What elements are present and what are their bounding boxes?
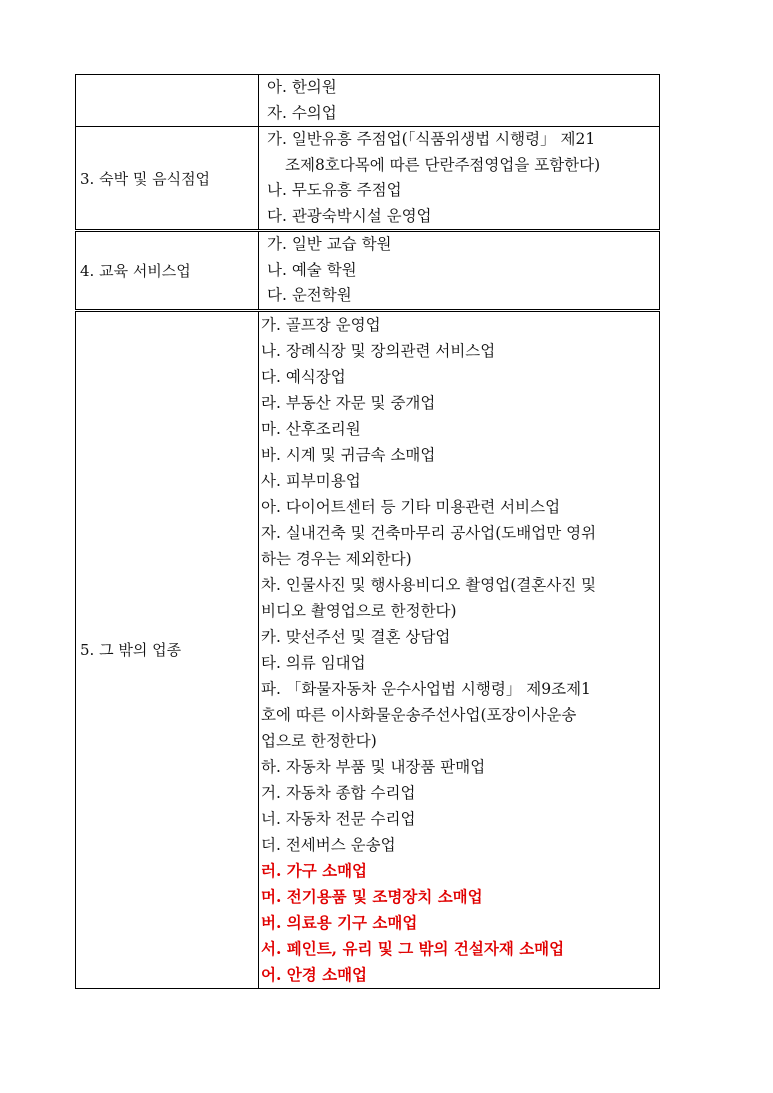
list-item: 자. 수의업 bbox=[267, 103, 337, 122]
list-item: 하. 자동차 부품 및 내장품 판매업 bbox=[261, 757, 486, 776]
category-cell: 4. 교육 서비스업 bbox=[76, 231, 259, 311]
list-item: 가. 일반유흥 주점업(「식품위생법 시행령」 제21 bbox=[267, 130, 596, 148]
category-cell: 3. 숙박 및 음식점업 bbox=[76, 127, 259, 231]
list-item: 사. 피부미용업 bbox=[261, 471, 361, 490]
list-item: 아. 한의원 bbox=[267, 78, 337, 96]
list-item: 나. 예술 학원 bbox=[267, 260, 357, 279]
list-item: 호에 따른 이사화물운송주선사업(포장이사운송 bbox=[261, 705, 577, 724]
list-item: 어. 안경 소매업 bbox=[261, 964, 368, 984]
list-item: 서. 페인트, 유리 및 그 밖의 건설자재 소매업 bbox=[261, 938, 565, 958]
table-row bbox=[76, 310, 660, 988]
list-item: 너. 자동차 전문 수리업 bbox=[261, 809, 416, 828]
list-item: 거. 자동차 종합 수리업 bbox=[261, 783, 416, 802]
list-item: 가. 일반 교습 학원 bbox=[267, 235, 392, 253]
list-item: 러. 가구 소매업 bbox=[261, 860, 368, 880]
list-item: 조제8호다목에 따른 단란주점영업을 포함한다) bbox=[285, 155, 601, 174]
list-item: 라. 부동산 자문 및 중개업 bbox=[261, 393, 436, 412]
list-item: 더. 전세버스 운송업 bbox=[261, 835, 396, 854]
business-category-table bbox=[75, 74, 660, 989]
list-item: 머. 전기용품 및 조명장치 소매업 bbox=[261, 886, 483, 906]
list-item: 마. 산후조리원 bbox=[261, 419, 361, 438]
list-item: 다. 예식장업 bbox=[261, 367, 346, 386]
list-item: 아. 다이어트센터 등 기타 미용관련 서비스업 bbox=[261, 497, 561, 516]
list-item: 비디오 촬영업으로 한정한다) bbox=[261, 601, 457, 620]
list-item: 다. 운전학원 bbox=[267, 286, 352, 304]
table-row bbox=[76, 231, 660, 311]
list-item: 하는 경우는 제외한다) bbox=[261, 549, 412, 568]
list-item: 차. 인물사진 및 행사용비디오 촬영업(결혼사진 및 bbox=[261, 575, 597, 594]
list-item: 가. 골프장 운영업 bbox=[261, 315, 381, 334]
list-item: 바. 시계 및 귀금속 소매업 bbox=[261, 445, 436, 464]
items-cell bbox=[259, 310, 660, 988]
category-cell: 5. 그 밖의 업종 bbox=[76, 310, 259, 988]
list-item: 타. 의류 임대업 bbox=[261, 653, 366, 672]
list-item: 버. 의료용 기구 소매업 bbox=[261, 912, 418, 932]
list-item: 나. 장례식장 및 장의관련 서비스업 bbox=[261, 341, 496, 360]
list-item: 나. 무도유흥 주점업 bbox=[267, 181, 402, 199]
items-cell bbox=[259, 75, 660, 127]
table-row bbox=[76, 75, 660, 127]
list-item: 업으로 한정한다) bbox=[261, 731, 377, 750]
list-item: 파. 「화물자동차 운수사업법 시행령」 제9조제1 bbox=[261, 679, 591, 698]
list-item: 자. 실내건축 및 건축마무리 공사업(도배업만 영위 bbox=[261, 523, 597, 542]
table-row bbox=[76, 127, 660, 231]
list-item: 다. 관광숙박시설 운영업 bbox=[267, 206, 432, 225]
items-cell bbox=[259, 127, 660, 231]
list-item: 카. 맞선주선 및 결혼 상담업 bbox=[261, 627, 451, 646]
items-cell bbox=[259, 231, 660, 311]
category-cell bbox=[76, 75, 259, 127]
